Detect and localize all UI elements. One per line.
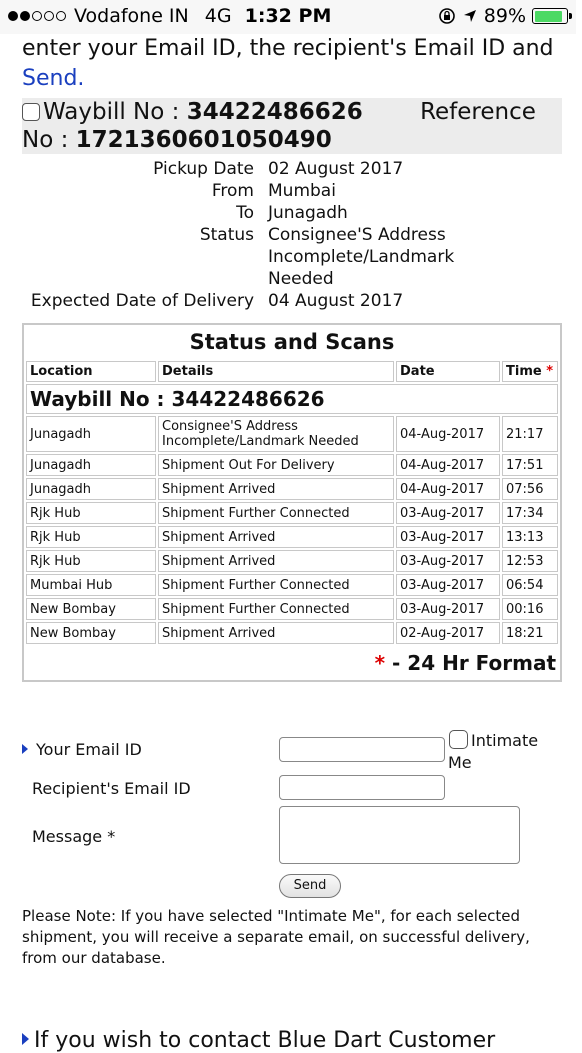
scan-cell-details: Shipment Out For Delivery xyxy=(158,454,394,476)
info-row-expected-delivery xyxy=(0,290,576,312)
scan-cell-details: Shipment Further Connected xyxy=(158,574,394,596)
shipment-info xyxy=(0,158,576,312)
time-header-label: Time xyxy=(506,364,542,379)
carrier-name: Vodafone IN xyxy=(74,5,189,27)
intro-text-body: enter your Email ID, the recipient's Email ID and xyxy=(22,36,554,61)
scan-row xyxy=(26,502,558,524)
scan-cell-time: 17:34 xyxy=(502,502,558,524)
scan-row xyxy=(26,598,558,620)
scan-row xyxy=(26,574,558,596)
scan-cell-time: 13:13 xyxy=(502,526,558,548)
scan-cell-location: Rjk Hub xyxy=(26,526,156,548)
info-value: Junagadh xyxy=(268,203,348,223)
status-bar xyxy=(0,0,576,34)
scan-cell-location: Rjk Hub xyxy=(26,502,156,524)
battery-icon xyxy=(532,8,568,24)
bullet-arrow-icon xyxy=(22,744,28,754)
scan-cell-details: Shipment Arrived xyxy=(158,526,394,548)
scan-cell-date: 03-Aug-2017 xyxy=(396,526,500,548)
scan-row xyxy=(26,622,558,644)
waybill-row-label: Waybill No : 34422486626 xyxy=(26,384,558,414)
waybill-header xyxy=(22,98,562,154)
column-header-location: Location xyxy=(26,361,156,382)
info-label: From xyxy=(211,181,254,201)
footer-arrow-icon xyxy=(22,1033,29,1045)
status-scans-panel xyxy=(22,323,562,682)
scan-cell-location: Mumbai Hub xyxy=(26,574,156,596)
scan-cell-details: Shipment Further Connected xyxy=(158,598,394,620)
battery-percent: 89% xyxy=(483,5,526,27)
format-required-mark: * xyxy=(374,651,386,675)
info-label: To xyxy=(236,203,254,223)
scan-cell-location: New Bombay xyxy=(26,622,156,644)
scan-cell-time: 21:17 xyxy=(502,416,558,452)
waybill-label: Waybill No : xyxy=(43,99,180,125)
waybill-checkbox[interactable] xyxy=(22,103,40,121)
clock: 1:32 PM xyxy=(244,5,332,27)
send-link[interactable]: Send. xyxy=(22,66,85,91)
scan-cell-location: Rjk Hub xyxy=(26,550,156,572)
scan-cell-details: Consignee'S Address Incomplete/Landmark Needed xyxy=(158,416,394,452)
info-value: Mumbai xyxy=(268,181,336,201)
contact-footer xyxy=(22,1028,582,1053)
waybill-row xyxy=(26,384,558,414)
scans-header-row xyxy=(26,361,558,382)
location-arrow-icon xyxy=(462,8,478,24)
time-format-note xyxy=(24,646,560,680)
scan-cell-date: 04-Aug-2017 xyxy=(396,416,500,452)
scan-cell-location: Junagadh xyxy=(26,478,156,500)
message-textarea[interactable] xyxy=(279,806,520,864)
your-email-label: Your Email ID xyxy=(36,740,142,759)
info-row-to xyxy=(0,202,576,224)
waybill-number: 34422486626 xyxy=(186,99,363,125)
scan-cell-time: 12:53 xyxy=(502,550,558,572)
scans-table xyxy=(24,359,560,646)
info-row-status xyxy=(0,224,576,290)
scans-body xyxy=(26,384,558,644)
battery-fill xyxy=(535,11,563,22)
scan-cell-date: 03-Aug-2017 xyxy=(396,550,500,572)
column-header-time xyxy=(502,361,558,382)
scan-cell-date: 04-Aug-2017 xyxy=(396,478,500,500)
rotation-lock-icon xyxy=(438,7,456,25)
info-row-pickup-date xyxy=(0,158,576,180)
scan-cell-details: Shipment Further Connected xyxy=(158,502,394,524)
format-note-text: - 24 Hr Format xyxy=(385,651,556,675)
scan-cell-date: 03-Aug-2017 xyxy=(396,502,500,524)
info-label: Pickup Date xyxy=(153,159,254,179)
scan-cell-location: Junagadh xyxy=(26,416,156,452)
reference-number: 1721360601050490 xyxy=(75,127,332,153)
your-email-input[interactable] xyxy=(279,737,445,762)
scan-cell-time: 00:16 xyxy=(502,598,558,620)
intimate-note: Please Note: If you have selected "Intimate Me", for each selected shipment, you will receive a separate email, on successful delivery, from our database. xyxy=(22,907,530,967)
message-label: Message * xyxy=(32,827,116,846)
intro-text xyxy=(22,34,562,94)
scan-cell-date: 03-Aug-2017 xyxy=(396,574,500,596)
intimate-me-checkbox[interactable] xyxy=(449,730,468,749)
scan-cell-location: Junagadh xyxy=(26,454,156,476)
scan-cell-details: Shipment Arrived xyxy=(158,622,394,644)
network-type: 4G xyxy=(204,5,232,27)
intimate-me-label-cont: Me xyxy=(448,753,472,772)
column-header-details: Details xyxy=(158,361,394,382)
required-mark: * xyxy=(546,364,554,379)
scan-cell-location: New Bombay xyxy=(26,598,156,620)
scans-title: Status and Scans xyxy=(189,330,395,354)
scan-row xyxy=(26,478,558,500)
intimate-me-label: Intimate xyxy=(471,731,539,750)
scan-cell-time: 06:54 xyxy=(502,574,558,596)
info-value: 02 August 2017 xyxy=(268,159,404,179)
info-label: Status xyxy=(199,225,254,245)
scan-cell-date: 03-Aug-2017 xyxy=(396,598,500,620)
info-value: Consignee'S Address Incomplete/Landmark Needed xyxy=(268,225,455,289)
scan-row xyxy=(26,454,558,476)
scan-row xyxy=(26,526,558,548)
info-label: Expected Date of Delivery xyxy=(30,291,254,311)
column-header-date: Date xyxy=(396,361,500,382)
recipient-email-label: Recipient's Email ID xyxy=(32,779,191,798)
scan-cell-time: 18:21 xyxy=(502,622,558,644)
scan-cell-time: 07:56 xyxy=(502,478,558,500)
scan-row xyxy=(26,416,558,452)
info-value: 04 August 2017 xyxy=(268,291,404,311)
send-button[interactable]: Send xyxy=(279,874,341,898)
scan-cell-date: 02-Aug-2017 xyxy=(396,622,500,644)
reference-label: Reference No : xyxy=(22,99,536,153)
status-right xyxy=(438,5,568,27)
scan-row xyxy=(26,550,558,572)
scan-cell-details: Shipment Arrived xyxy=(158,478,394,500)
info-row-from xyxy=(0,180,576,202)
recipient-email-input[interactable] xyxy=(279,775,445,800)
scan-cell-time: 17:51 xyxy=(502,454,558,476)
scan-cell-date: 04-Aug-2017 xyxy=(396,454,500,476)
scan-cell-details: Shipment Arrived xyxy=(158,550,394,572)
contact-footer-text: If you wish to contact Blue Dart Customer xyxy=(34,1028,496,1053)
